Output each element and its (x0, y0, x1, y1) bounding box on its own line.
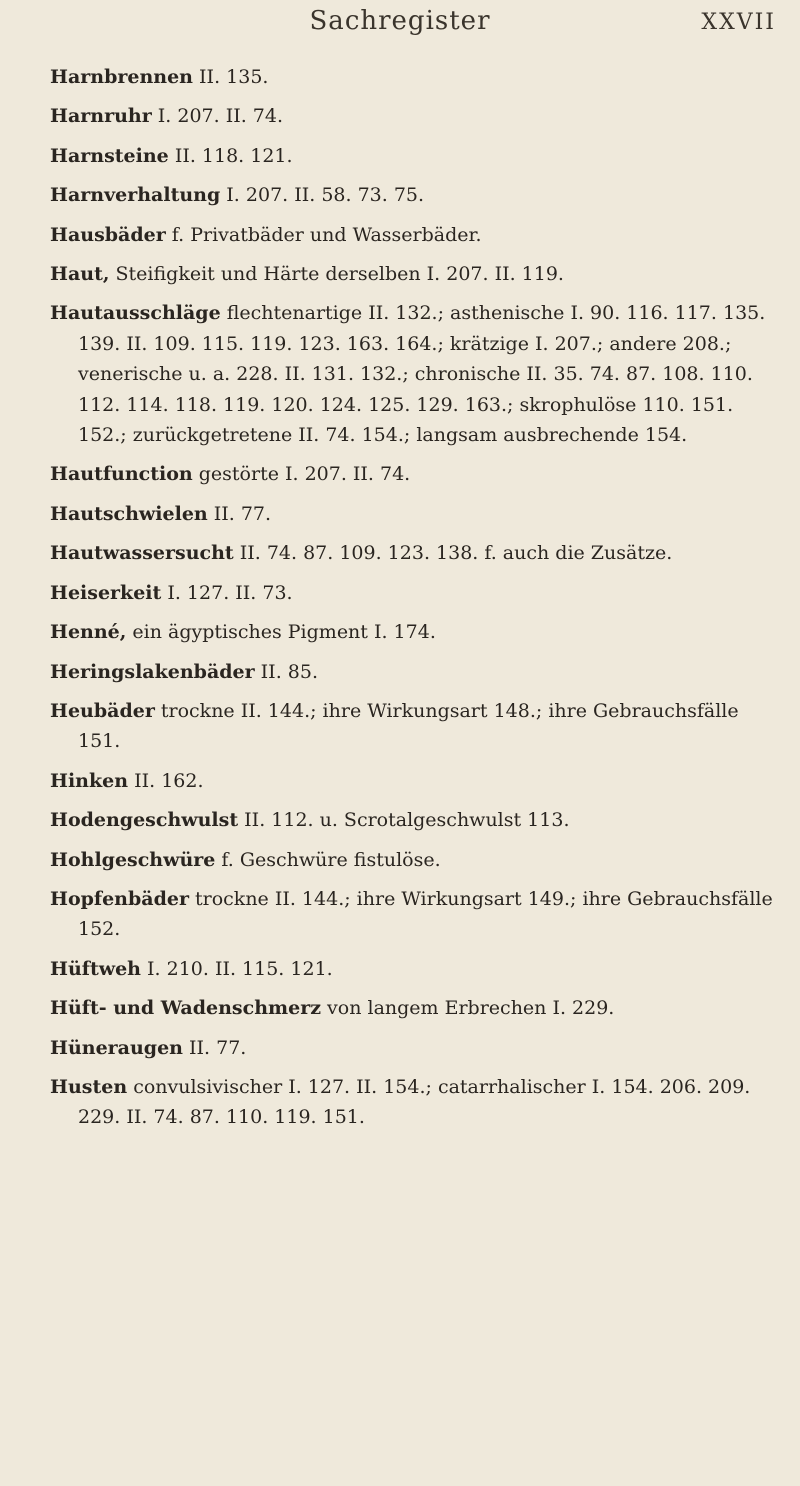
index-entries (50, 62, 780, 1142)
entry-headword: Hüneraugen (50, 1036, 183, 1059)
index-entry (50, 298, 780, 450)
entry-references: II. 74. 87. 109. 123. 138. f. auch die Zusätze. (233, 542, 673, 565)
entry-headword: Hinken (50, 769, 129, 792)
entry-references: II. 162. (128, 769, 204, 792)
entry-references: II. 135. (193, 66, 269, 88)
entry-headword: Hautwassersucht (50, 542, 234, 565)
entry-headword: Heubäder (50, 699, 155, 722)
index-entry (50, 884, 780, 945)
index-entry (50, 62, 780, 92)
entry-headword: Husten (50, 1075, 128, 1098)
entry-references: gestörte I. 207. II. 74. (192, 463, 411, 486)
entry-headword: Hausbäder (50, 223, 166, 246)
index-entry (50, 845, 780, 875)
index-entry (50, 766, 780, 796)
entry-headword: Hautausschläge (50, 302, 221, 325)
index-entry (50, 1033, 780, 1063)
entry-references: f. Geschwüre fistulöse. (215, 848, 441, 871)
entry-references: trockne II. 144.; ihre Wirkungsart 149.; ihre Gebrauchsfälle 152. (78, 887, 773, 941)
index-entry (50, 141, 780, 171)
index-entry (50, 696, 780, 757)
index-entry (50, 259, 780, 289)
running-title: Sachregister (309, 6, 491, 36)
entry-references: II. 118. 121. (168, 144, 293, 167)
entry-headword: Harnruhr (50, 105, 152, 128)
index-entry (50, 993, 780, 1023)
index-entry (50, 499, 780, 529)
page-header (0, 6, 800, 46)
entry-references: II. 77. (183, 1036, 247, 1059)
entry-headword: Hüftweh (50, 957, 141, 980)
entry-references: II. 112. u. Scrotalgeschwulst 113. (238, 809, 570, 832)
index-entry (50, 1072, 780, 1133)
entry-headword: Hohlgeschwüre (50, 848, 216, 871)
entry-headword: Heiserkeit (50, 581, 162, 604)
entry-headword: Heringslakenbäder (50, 660, 255, 683)
entry-references: II. 85. (254, 660, 318, 683)
index-entry (50, 459, 780, 489)
entry-headword: Harnbrennen (50, 66, 194, 88)
page-number: XXVII (701, 10, 776, 35)
entry-headword: Hüft- und Wadenschmerz (50, 997, 322, 1020)
entry-references: II. 77. (207, 502, 272, 525)
entry-headword: Hautschwielen (50, 502, 208, 525)
entry-headword: Henné, (50, 621, 127, 644)
entry-headword: Haut, (50, 263, 110, 286)
entry-headword: Harnsteine (50, 144, 169, 167)
entry-headword: Hopfenbäder (50, 887, 189, 910)
entry-references: I. 207. II. 58. 73. 75. (220, 184, 425, 207)
entry-references: convulsivischer I. 127. II. 154.; catarrhalischer I. 154. 206. 209. 229. II. 74. 87. 110. 119. 151. (78, 1075, 751, 1129)
entry-headword: Harnverhaltung (50, 184, 221, 207)
entry-references: I. 210. II. 115. 121. (140, 957, 333, 980)
entry-references: I. 127. II. 73. (161, 581, 293, 604)
index-entry (50, 657, 780, 687)
index-entry (50, 578, 780, 608)
entry-headword: Hautfunction (50, 463, 193, 486)
index-entry (50, 805, 780, 835)
index-entry (50, 954, 780, 984)
index-entry (50, 538, 780, 568)
entry-headword: Hodengeschwulst (50, 809, 239, 832)
index-entry (50, 220, 780, 250)
index-entry (50, 180, 780, 210)
entry-references: flechtenartige II. 132.; asthenische I. 90. 116. 117. 135. 139. II. 109. 115. 119. 123. 163. 164.; krätzige I. 207.; andere 208.; venerische u. a. 228. II. 131. 132.; chronische II. 35. 74. 87. 108. 110. 112. 114. 118. 119. 120. 124. 125. 129. 163.; skrophulöse 110. 151. 152.; zurückgetretene II. 74. 154.; langsam ausbrechende 154. (78, 302, 766, 447)
entry-references: Steifigkeit und Härte derselben I. 207. II. 119. (109, 263, 564, 286)
entry-references: ein ägyptisches Pigment I. 174. (126, 621, 436, 644)
entry-references: f. Privatbäder und Wasserbäder. (165, 223, 482, 246)
index-entry (50, 101, 780, 131)
index-entry (50, 617, 780, 647)
entry-references: von langem Erbrechen I. 229. (321, 997, 615, 1020)
entry-references: I. 207. II. 74. (151, 105, 284, 128)
entry-references: trockne II. 144.; ihre Wirkungsart 148.; ihre Gebrauchsfälle 151. (78, 699, 739, 753)
